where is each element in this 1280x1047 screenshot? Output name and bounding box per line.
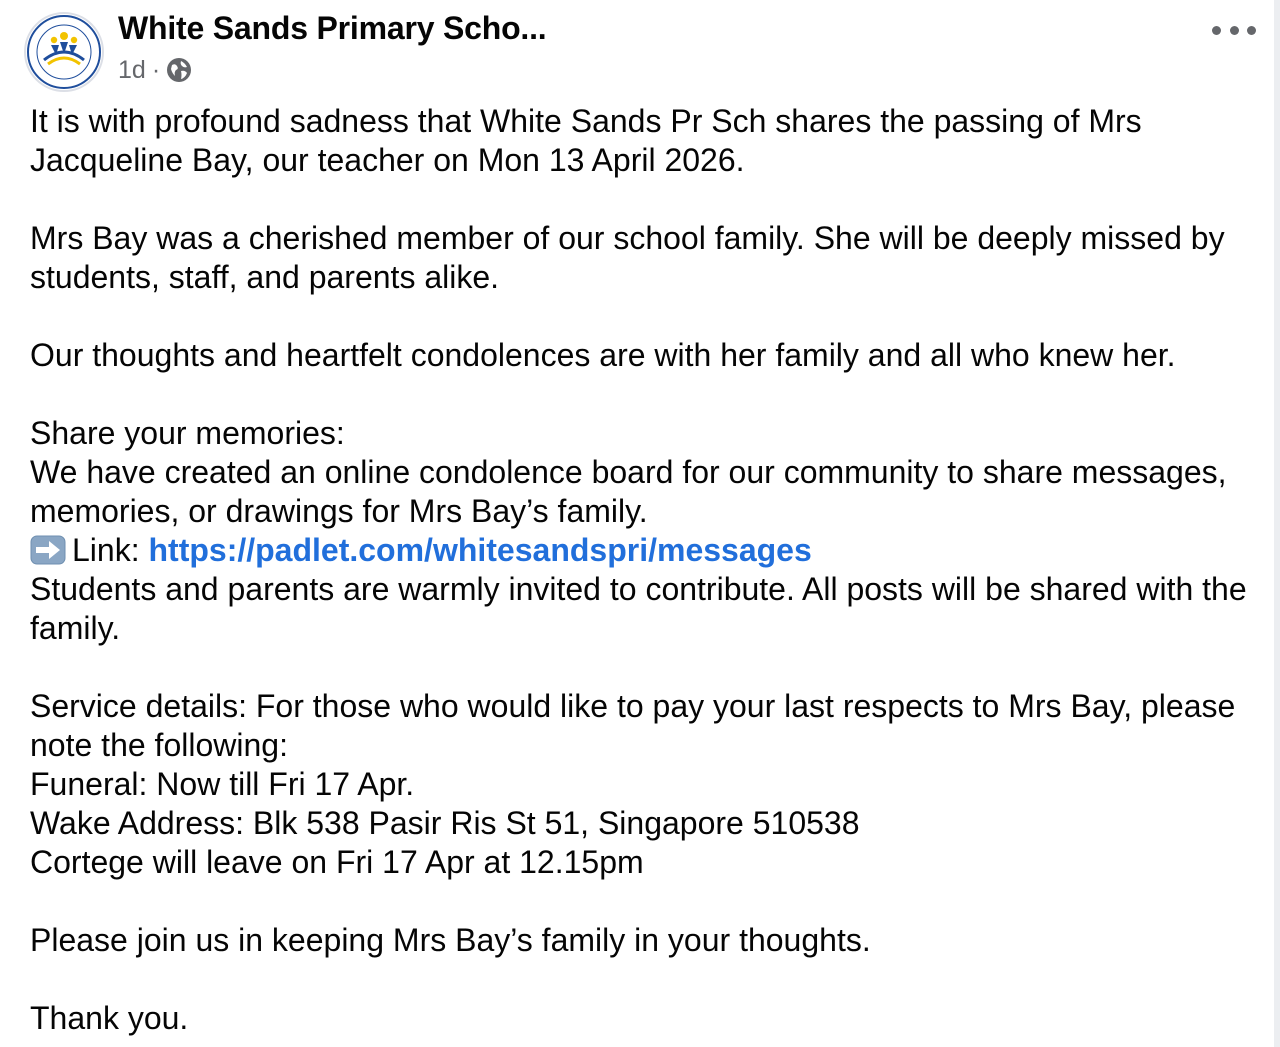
globe-icon[interactable] (166, 57, 192, 83)
memories-description: We have created an online condolence board for our community to share messages, memories, or drawings for Mrs Bay’s family. (30, 454, 1236, 529)
service-cortege: Cortege will leave on Fri 17 Apr at 12.15pm (30, 844, 644, 880)
blank-line (30, 960, 1260, 999)
link-line (30, 531, 1260, 570)
school-logo-icon[interactable] (24, 12, 104, 92)
memories-heading: Share your memories: (30, 415, 345, 451)
meta-separator: · (151, 55, 161, 84)
service-funeral: Funeral: Now till Fri 17 Apr. (30, 766, 415, 802)
closing-line: Please join us in keeping Mrs Bay’s family in your thoughts. (30, 922, 871, 958)
blank-line (30, 882, 1260, 921)
thanks-line: Thank you. (30, 1000, 189, 1036)
paragraph-condolences: Our thoughts and heartfelt condolences are with her family and all who knew her. (30, 337, 1176, 373)
padlet-link[interactable]: https://padlet.com/whitesandspri/messages (148, 532, 812, 568)
post-meta (118, 56, 192, 84)
post-header (0, 0, 1280, 100)
link-prefix: Link: (72, 532, 149, 568)
blank-line (30, 180, 1260, 219)
post-body (30, 102, 1260, 1038)
blank-line (30, 297, 1260, 336)
memories-invite: Students and parents are warmly invited to contribute. All posts will be shared with the family. (30, 571, 1256, 646)
right-arrow-emoji-icon (30, 535, 66, 565)
post-timestamp[interactable]: 1d (118, 55, 146, 84)
scroll-edge (1274, 0, 1280, 1047)
page-name[interactable]: White Sands Primary Scho... (118, 10, 547, 46)
more-dots-icon (1212, 26, 1221, 35)
blank-line (30, 375, 1260, 414)
paragraph-announcement: It is with profound sadness that White Sands Pr Sch shares the passing of Mrs Jacqueline Bay, our teacher on Mon 13 April 2026. (30, 103, 1151, 178)
paragraph-tribute: Mrs Bay was a cherished member of our school family. She will be deeply missed by students, staff, and parents alike. (30, 220, 1234, 295)
more-options-button[interactable] (1212, 16, 1256, 44)
service-wake-address: Wake Address: Blk 538 Pasir Ris St 51, Singapore 510538 (30, 805, 860, 841)
blank-line (30, 648, 1260, 687)
service-intro: Service details: For those who would like to pay your last respects to Mrs Bay, please note the following: (30, 688, 1245, 763)
